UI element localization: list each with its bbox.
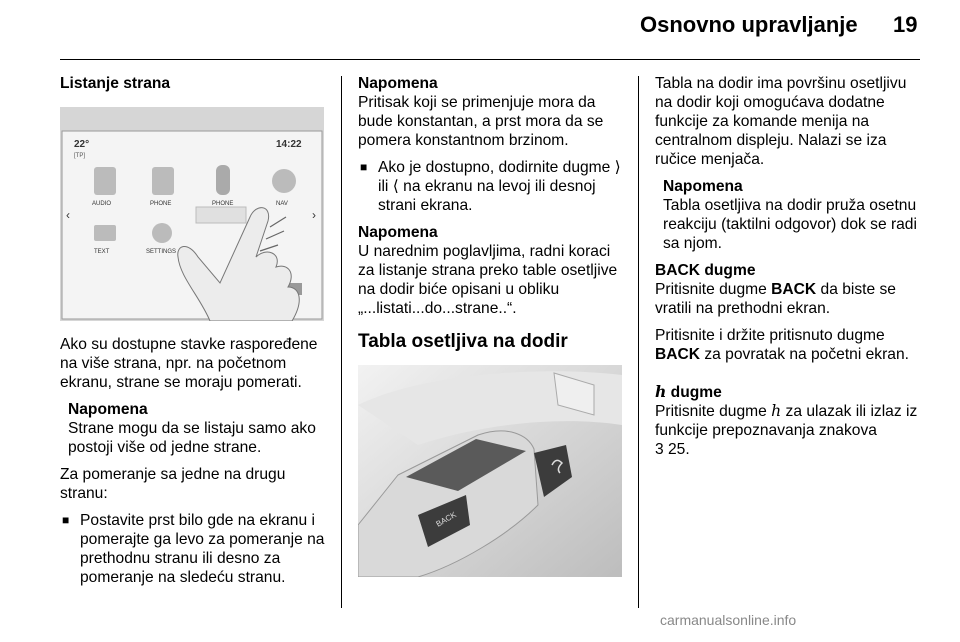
col1-bullet-1 [60, 511, 328, 587]
col2-bullet-1 [358, 158, 624, 215]
column-divider-1 [341, 76, 342, 608]
touchscreen-illustration [60, 107, 324, 321]
back-p1-bold: BACK [771, 281, 817, 298]
figure-time: 14:22 [276, 139, 302, 150]
back-button-label: BACK [434, 510, 458, 529]
label-nav: NAV [276, 201, 288, 207]
col1-note-text: Strane mogu da se listaju samo ako postoji više od jedne strane. [68, 420, 316, 456]
phone-alt-icon [216, 165, 230, 195]
col3-h-text [655, 402, 923, 459]
col3-note-title: Napomena [663, 178, 743, 195]
page-header-title: Osnovno upravljanje [640, 12, 858, 37]
bullet-square-icon: ■ [62, 513, 70, 527]
chevron-left-icon: ‹ [66, 208, 70, 222]
footer-watermark: carmanualsonline.info [660, 612, 797, 628]
settings-icon [152, 223, 172, 243]
h-button-title: dugme [666, 384, 722, 401]
handwriting-glyph-icon: h [655, 382, 667, 401]
col1-note-title: Napomena [68, 401, 148, 418]
label-audio: AUDIO [92, 201, 112, 207]
column-3 [655, 74, 923, 467]
col2-note1-title: Napomena [358, 75, 438, 92]
page-reference: 3 25. [655, 441, 690, 458]
handwriting-glyph-inline-icon: h [771, 402, 782, 420]
back-p1-c: da biste se vratili na prethodni ekran. [655, 281, 896, 317]
column-divider-2 [638, 76, 639, 608]
back-p1-a: Pritisnite dugme [655, 281, 772, 298]
phone-icon [152, 167, 174, 195]
label-phone: PHONE [150, 201, 172, 207]
back-button-heading: BACK dugme [655, 262, 756, 279]
label-settings: SETTINGS [146, 249, 177, 255]
h-text-b: za ulazak ili izlaz iz funkcije prepoznavanja znakova [655, 403, 918, 439]
section-heading-tabla: Tabla osetljiva na dodir [358, 331, 568, 352]
figure-touchscreen-swipe [60, 107, 324, 321]
back-p2-c: za povratak na početni ekran. [700, 346, 909, 363]
col2-note2-title: Napomena [358, 224, 438, 241]
figure-touchpad [358, 365, 622, 577]
touchpad-illustration [358, 365, 622, 577]
col3-back-p2 [655, 326, 923, 364]
page-number: 19 [893, 12, 918, 37]
chevron-right-icon: › [312, 208, 316, 222]
col2-note1-text: Pritisak koji se primenjuje mora da bude konstantan, a prst mora da se pomera konstantnom brzinom. [358, 94, 604, 149]
back-p2-a: Pritisnite i držite pritisnuto dugme [655, 327, 885, 344]
section-heading-listanje: Listanje strana [60, 75, 171, 92]
col2-bullet-1-text: Ako je dostupno, dodirnite dugme ⟩ ili ⟨ na ekranu na levoj ili desnoj strani ekrana. [378, 159, 621, 214]
bullet-square-icon: ■ [360, 160, 368, 174]
audio-icon [94, 167, 116, 195]
col2-note2-text: U narednim poglavljima, radni koraci za listanje strana preko table osetljive na dodir biće opisani u obliku „...listati...do...strane..“. [358, 243, 618, 317]
label-text: TEXT [94, 249, 110, 255]
col1-bullet-1-text: Postavite prst bilo gde na ekranu i pomerajte ga levo za pomeranje na prethodnu stranu ili desno za pomeranje na sledeću stranu. [80, 512, 325, 586]
header-rule [60, 59, 920, 60]
col3-para1: Tabla na dodir ima površinu osetljivu na dodir koji omogućava dodatne funkcije za komande menija na centralnom displeju. Nalazi se iza ručice menjača. [655, 75, 907, 168]
col1-para2: Za pomeranje sa jedne na drugu stranu: [60, 466, 286, 502]
nav-icon [272, 169, 296, 193]
label-phone-2: PHONE [212, 201, 234, 207]
text-icon [94, 225, 116, 241]
back-p2-bold: BACK [655, 346, 701, 363]
figure-tp: [TP] [74, 153, 86, 159]
col3-back-p1 [655, 280, 923, 318]
h-text-a: Pritisnite dugme [655, 403, 772, 420]
figure-temp: 22° [74, 139, 90, 150]
col3-note-text: Tabla osetljiva na dodir pruža osetnu reakciju (taktilni odgovor) dok se radi sa njom. [663, 197, 917, 252]
col1-para1: Ako su dostupne stavke raspoređene na više strana, npr. na početnom ekranu, strane se moraju pomerati. [60, 336, 318, 391]
column-2 [358, 74, 624, 577]
column-1 [60, 74, 328, 595]
h-button-heading [655, 382, 923, 402]
